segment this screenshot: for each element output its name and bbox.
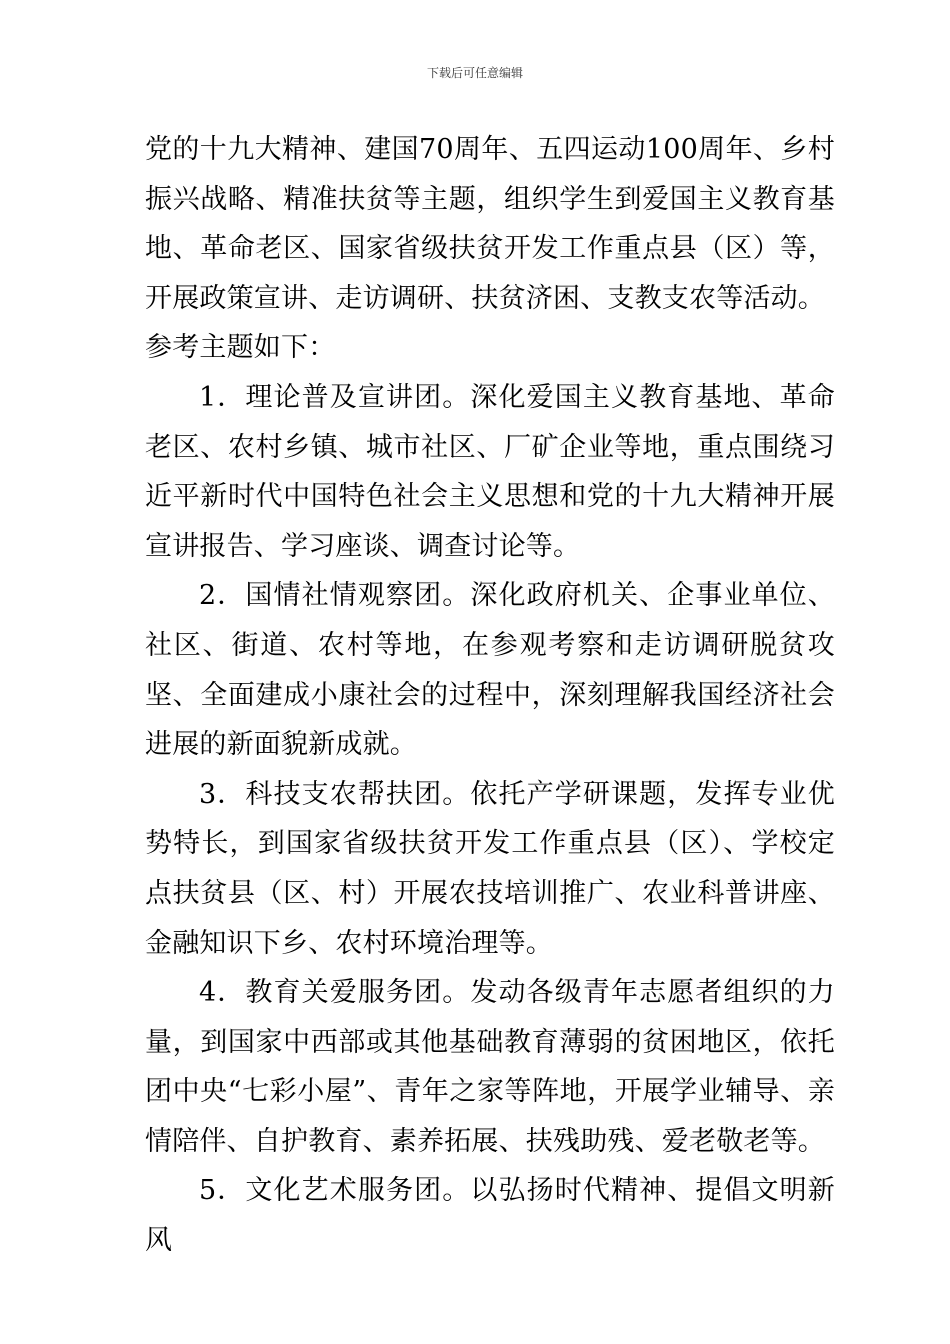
- paragraph-item-4: 4．教育关爱服务团。发动各级青年志愿者组织的力量，到国家中西部或其他基础教育薄弱的贫困地区，依托团中央“七彩小屋”、青年之家等阵地，开展学业辅导、亲情陪伴、自护教育、素养拓展、扶残助残、爱老敬老等。: [145, 977, 835, 1157]
- paragraph-intro-continuation: 党的十九大精神、建国70周年、五四运动100周年、乡村振兴战略、精准扶贫等主题，组织学生到爱国主义教育基地、革命老区、国家省级扶贫开发工作重点县（区）等，开展政策宣讲、走访调研、扶贫济困、支教支农等活动。: [145, 134, 835, 314]
- paragraph-reference-topics: 参考主题如下：: [145, 332, 336, 364]
- page-header: 下载后可任意编辑: [426, 66, 523, 80]
- document-body: [145, 125, 835, 1266]
- paragraph-item-3: 3．科技支农帮扶团。依托产学研课题，发挥专业优势特长，到国家省级扶贫开发工作重点县（区）、学校定点扶贫县（区、村）开展农技培训推广、农业科普讲座、金融知识下乡、农村环境治理等。: [145, 778, 835, 959]
- paragraph-item-1: 1．理论普及宣讲团。深化爱国主义教育基地、革命老区、农村乡镇、城市社区、厂矿企业等地，重点围绕习近平新时代中国特色社会主义思想和党的十九大精神开展宣讲报告、学习座谈、调查讨论等。: [145, 381, 835, 562]
- paragraph-item-5: 5．文化艺术服务团。以弘扬时代精神、提倡文明新风: [145, 1175, 835, 1257]
- paragraph-item-2: 2．国情社情观察团。深化政府机关、企事业单位、社区、街道、农村等地，在参观考察和走访调研脱贫攻坚、全面建成小康社会的过程中，深刻理解我国经济社会进展的新面貌新成就。: [145, 580, 835, 761]
